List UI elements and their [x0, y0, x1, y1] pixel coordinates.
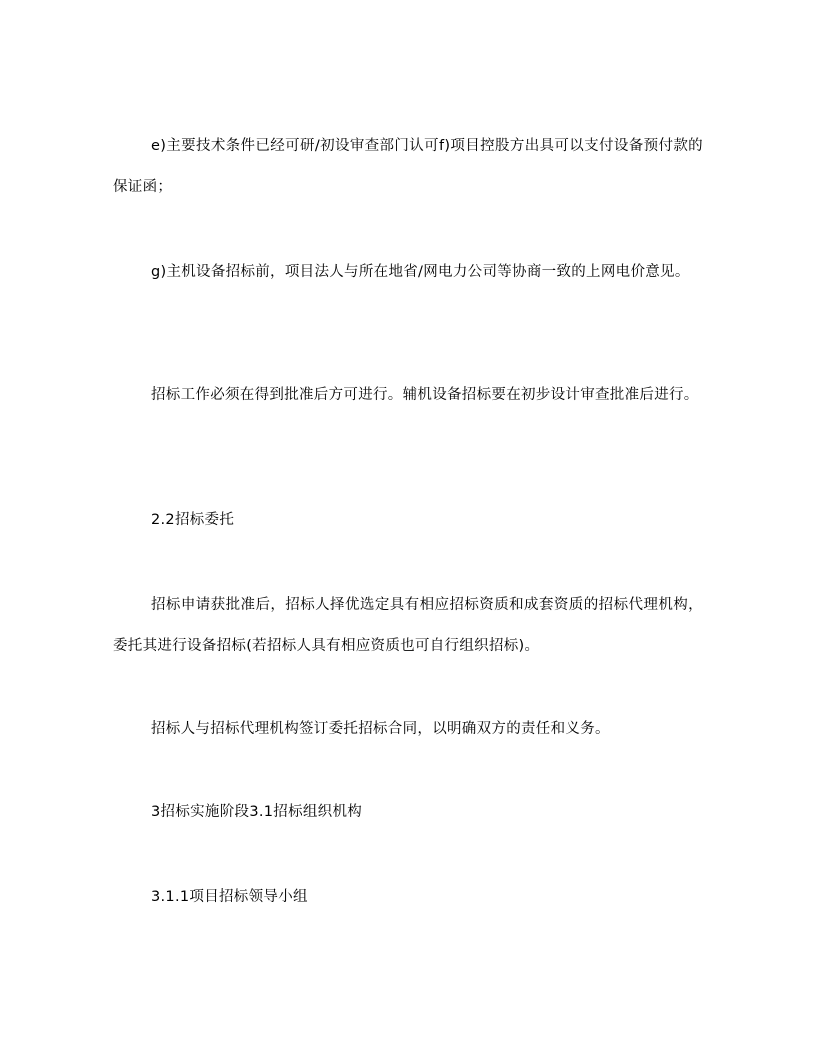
section-heading-2-2: 2.2招标委托 [151, 512, 235, 528]
paragraph-contract: 招标人与招标代理机构签订委托招标合同，以明确双方的责任和义务。 [151, 721, 610, 737]
paragraph-grid-price: g)主机设备招标前，项目法人与所在地省/网电力公司等协商一致的上网电价意见。 [151, 264, 690, 280]
paragraph-agency-selection: 招标申请获批准后，招标人择优选定具有相应招标资质和成套资质的招标代理机构，委托其进行设备招标(若招标人具有相应资质也可自行组织招标)。 [113, 597, 703, 654]
section-heading-3: 3招标实施阶段3.1招标组织机构 [151, 804, 363, 820]
section-heading-3-1-1: 3.1.1项目招标领导小组 [151, 889, 308, 905]
paragraph-approval: 招标工作必须在得到批准后方可进行。辅机设备招标要在初步设计审查批准后进行。 [151, 387, 699, 403]
paragraph-technical-conditions: e)主要技术条件已经可研/初设审查部门认可f)项目控股方出具可以支付设备预付款的保证函； [113, 138, 703, 195]
